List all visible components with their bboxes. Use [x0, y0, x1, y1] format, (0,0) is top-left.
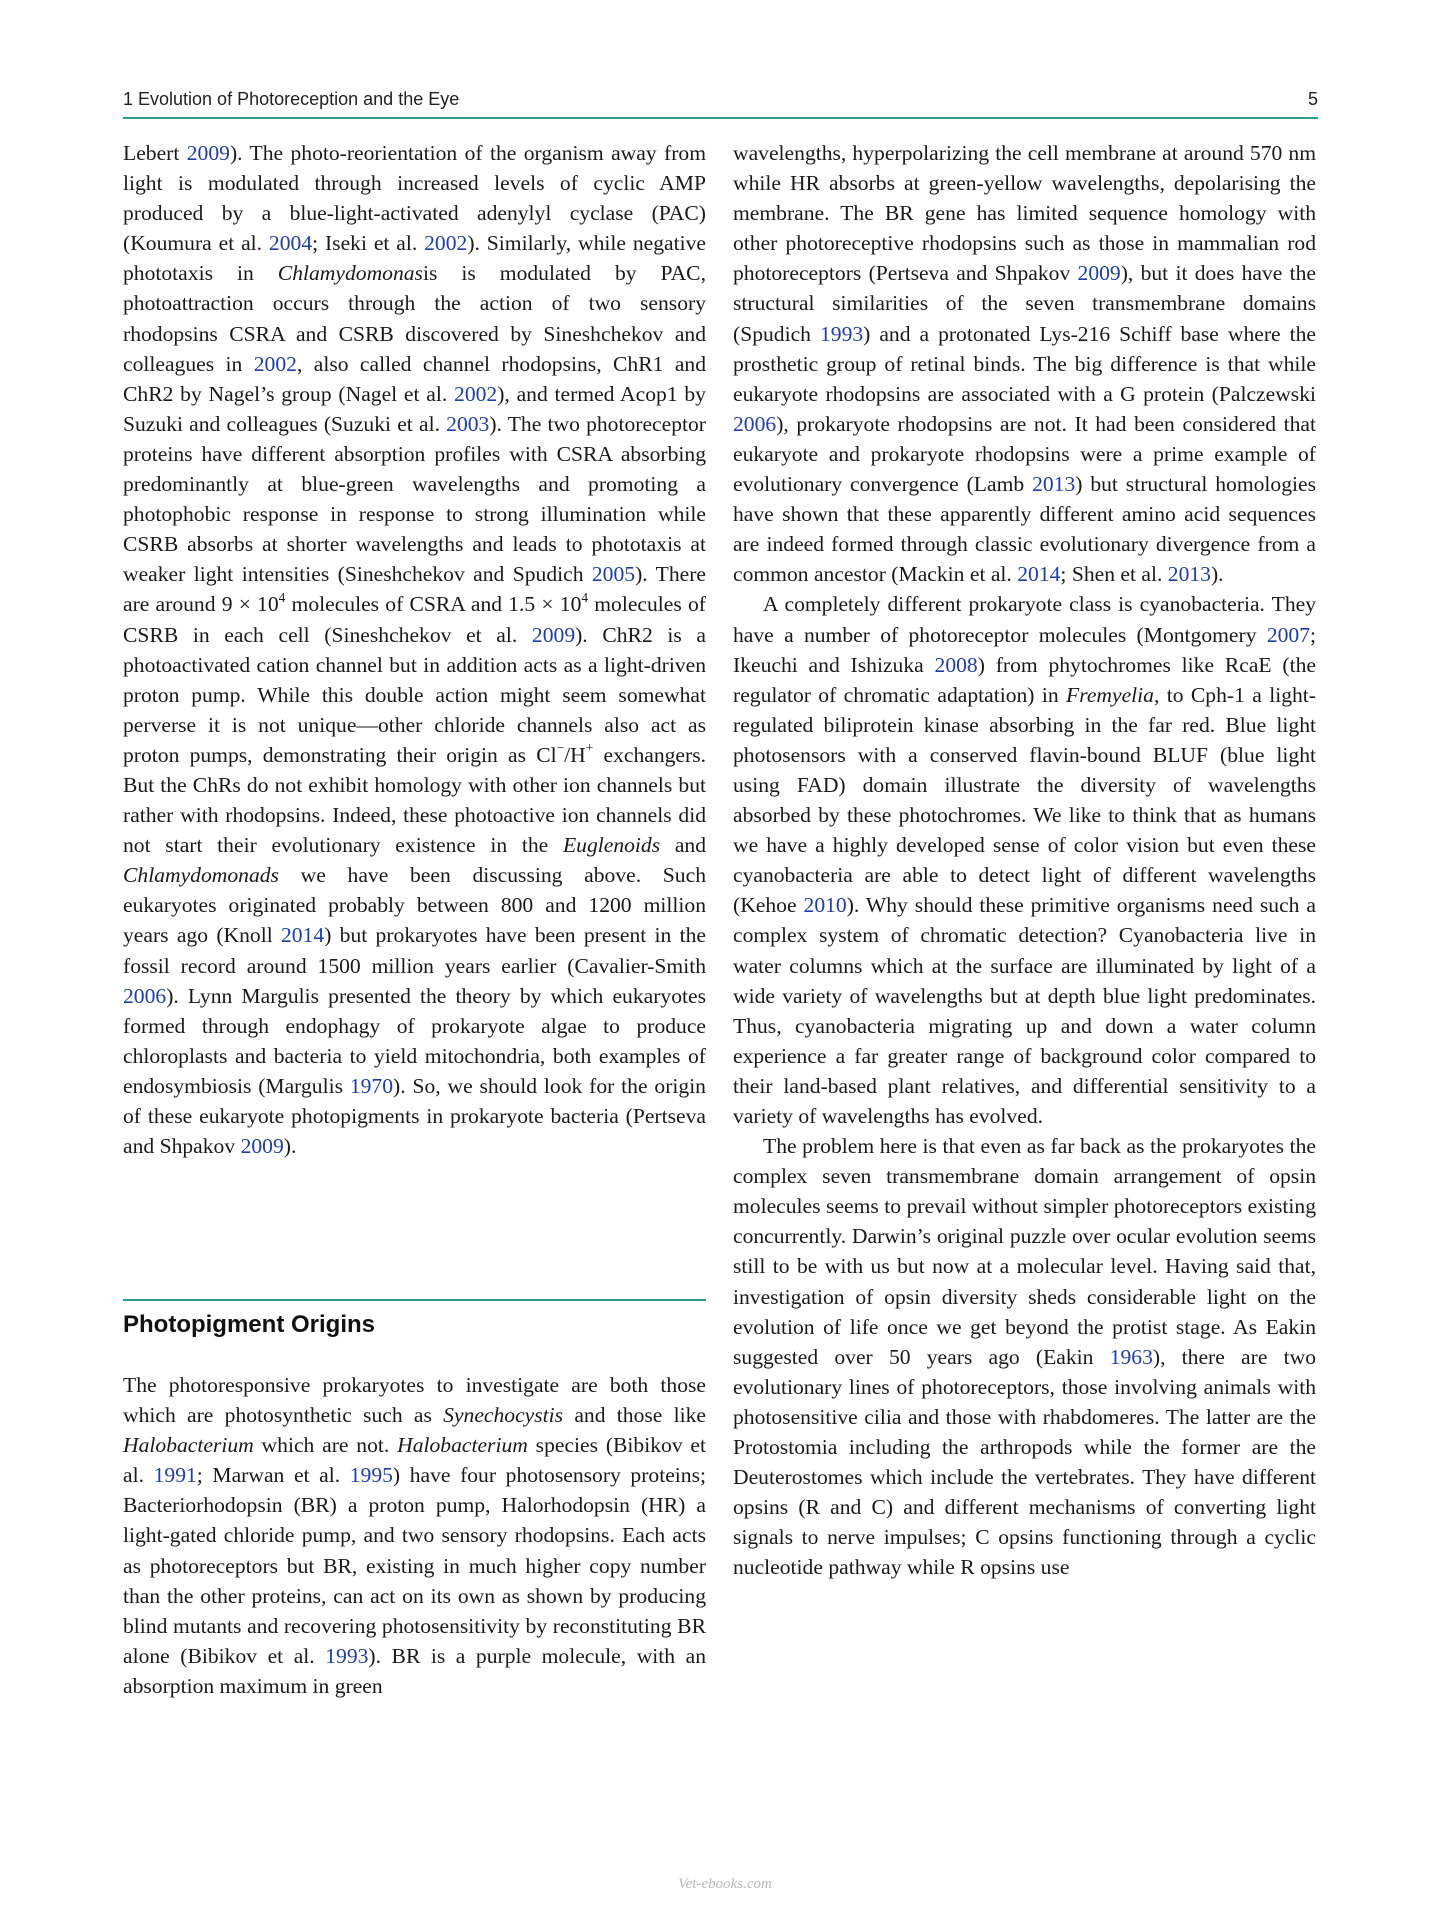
- chapter-title: 1 Evolution of Photoreception and the Eye: [123, 88, 460, 109]
- section-rule: [123, 1299, 706, 1301]
- citation-link[interactable]: 1991: [153, 1463, 197, 1488]
- citation-link[interactable]: 1963: [1109, 1344, 1153, 1369]
- left-column: [123, 138, 706, 1161]
- citation-link[interactable]: 2008: [934, 652, 978, 677]
- citation-link[interactable]: 2006: [123, 983, 167, 1008]
- citation-link[interactable]: 2014: [1017, 562, 1061, 587]
- paragraph-prokaryotes: The photoresponsive prokaryotes to investigate are both those which are photosynthetic such as Synechocystis and those like Halobacterium which are not. Halobacterium species (Bibikov et al. 1991; Marwan et al. 1995) have four photosensory proteins; Bacteriorhodopsin (BR) a proton pump, Halorhodopsin (HR) a light-gated chloride pump, and two sensory rhodopsins. Each acts as photoreceptors but BR, existing in much higher copy number than the other proteins, can act on its own as shown by producing blind mutants and recovering photosensitivity by reconstituting BR alone (Bibikov et al. 1993). BR is a purple molecule, with an absorption maximum in green: [123, 1373, 707, 1698]
- citation-link[interactable]: 2006: [733, 411, 777, 436]
- left-column-section: [123, 1370, 706, 1701]
- citation-link[interactable]: 2009: [531, 622, 576, 647]
- paragraph-opsin-evolution: The problem here is that even as far back as the prokaryotes the complex seven transmembrane domain arrangement of opsin molecules seems to prevail without simpler photoreceptors existing concurrently. Darwin’s original puzzle over ocular evolution seems still to be with us but now at a molecular level. Having said that, investigation of opsin diversity sheds considerable light on the evolution of life once we get beyond the protist stage. As Eakin suggested over 50 years ago (Eakin 1963), there are two evolutionary lines of photoreceptors, those involving animals with photosensitive cilia and those with rhabdomeres. The latter are the Protostomia including the arthropods while the former are the Deuterostomes which include the vertebrates. They have different opsins (R and C) and different mechanisms of converting light signals to nerve impulses; C opsins functioning through a cyclic nucleotide pathway while R opsins use: [733, 1134, 1316, 1580]
- paragraph-br-gene: wavelengths, hyperpolarizing the cell membrane at around 570 nm while HR absorbs at green-yellow wavelengths, depolarising the membrane. The BR gene has limited sequence homology with other photoreceptive rhodopsins such as those in mammalian rod photoreceptors (Pertseva and Shpakov 2009), but it does have the structural similarities of the seven transmembrane domains (Spudich 1993) and a protonated Lys-216 Schiff base where the prosthetic group of retinal binds. The big difference is that while eukaryote rhodopsins are associated with a G protein (Palczewski 2006), prokaryote rhodopsins are not. It had been considered that eukaryote and prokaryote rhodopsins were a prime example of evolutionary convergence (Lamb 2013) but structural homologies have shown that these apparently different amino acid sequences are indeed formed through classic evolutionary divergence from a common ancestor (Mackin et al. 2014; Shen et al. 2013).: [733, 141, 1317, 587]
- citation-link[interactable]: 2002: [424, 231, 468, 256]
- page-number: 5: [1307, 88, 1318, 109]
- watermark-logo: Vet-ebooks.com: [678, 1876, 772, 1892]
- citation-link[interactable]: 2004: [268, 231, 313, 256]
- section-heading: Photopigment Origins: [123, 1311, 375, 1338]
- citation-link[interactable]: 2013: [1167, 562, 1211, 587]
- citation-link[interactable]: 2002: [253, 351, 297, 376]
- citation-link[interactable]: 2010: [803, 893, 847, 918]
- citation-link[interactable]: 2009: [186, 141, 230, 165]
- citation-link[interactable]: 2009: [1077, 261, 1121, 286]
- running-header: [123, 84, 1318, 114]
- citation-link[interactable]: 1993: [325, 1643, 369, 1668]
- citation-link[interactable]: 2007: [1266, 622, 1310, 647]
- citation-link[interactable]: 2009: [240, 1134, 284, 1159]
- citation-link[interactable]: 2013: [1032, 472, 1076, 497]
- citation-link[interactable]: 1995: [349, 1463, 393, 1488]
- citation-link[interactable]: 2014: [281, 923, 325, 948]
- header-rule: [123, 117, 1318, 119]
- paragraph-cyanobacteria: A completely different prokaryote class is cyanobacteria. They have a number of photoreceptor molecules (Montgomery 2007; Ikeuchi and Ishizuka 2008) from phytochromes like RcaE (the regulator of chromatic adaptation) in Fremyelia, to Cph-1 a light-regulated biliprotein kinase absorbing in the far red. Blue light photosensors with a conserved flavin-bound BLUF (blue light using FAD) domain illustrate the diversity of wavelengths absorbed by these photochromes. We like to think that as humans we have a highly developed sense of color vision but even these cyanobacteria are able to detect light of different wavelengths (Kehoe 2010). Why should these primitive organisms need such a complex system of chromatic detection? Cyanobacteria live in water columns which at the surface are illuminated by light of a wide variety of wavelengths but at depth blue light predominates. Thus, cyanobacteria migrating up and down a water column experience a far greater range of background color compared to their land-based plant relatives, and differential sensitivity to a variety of wavelengths has evolved.: [733, 592, 1317, 1128]
- citation-link[interactable]: 1970: [349, 1073, 394, 1098]
- right-column: [733, 138, 1316, 1583]
- citation-link[interactable]: 2005: [591, 562, 636, 587]
- paragraph-csra-csrb: Lebert 2009). The photo-reorientation of the organism away from light is modulated through increased levels of cyclic AMP produced by a blue-light-activated adenylyl cyclase (PAC) (Koumura et al. 2004; Iseki et al. 2002). Similarly, while negative phototaxis in Chlamydomonasis is modulated by PAC, photoattraction occurs through the action of two sensory rhodopsins CSRA and CSRB discovered by Sineshchekov and colleagues in 2002, also called channel rhodopsins, ChR1 and ChR2 by Nagel’s group (Nagel et al. 2002), and termed Acop1 by Suzuki and colleagues (Suzuki et al. 2003). The two photoreceptor proteins have different absorption profiles with CSRA absorbing predominantly at blue-green wavelengths and promoting a photophobic response in response to strong illumination while CSRB absorbs at shorter wavelengths and leads to phototaxis at weaker light intensities (Sineshchekov and Spudich 2005). There are around $9 \times 10^4$ molecules of CSRA and $1.5 \times 10^4$ molecules of CSRB in each cell (Sineshchekov et al. 2009). ChR2 is a photoactivated cation channel but in addition acts as a light-driven proton pump. While this double action might seem somewhat perverse it is not unique—other chloride channels also act as proton pumps, demonstrating their origin as Cl−/H+ exchangers. But the ChRs do not exhibit homology with other ion channels but rather with rhodopsins. Indeed, these photoactive ion channels did not start their evolutionary existence in the Euglenoids and Chlamydomonads we have been discussing above. Such eukaryotes originated probably between 800 and 1200 million years ago (Knoll 2014) but prokaryotes have been present in the fossil record around 1500 million years earlier (Cavalier-Smith 2006). Lynn Margulis presented the theory by which eukaryotes formed through endophagy of prokaryote algae to produce chloroplasts and bacteria to yield mitochondria, both examples of endosymbiosis (Margulis 1970). So, we should look for the origin of these eukaryote photopigments in prokaryote bacteria (Pertseva and Shpakov 2009).: [123, 141, 707, 1159]
- citation-link[interactable]: 2002: [454, 381, 498, 406]
- citation-link[interactable]: 1993: [819, 321, 864, 346]
- citation-link[interactable]: 2003: [446, 411, 490, 436]
